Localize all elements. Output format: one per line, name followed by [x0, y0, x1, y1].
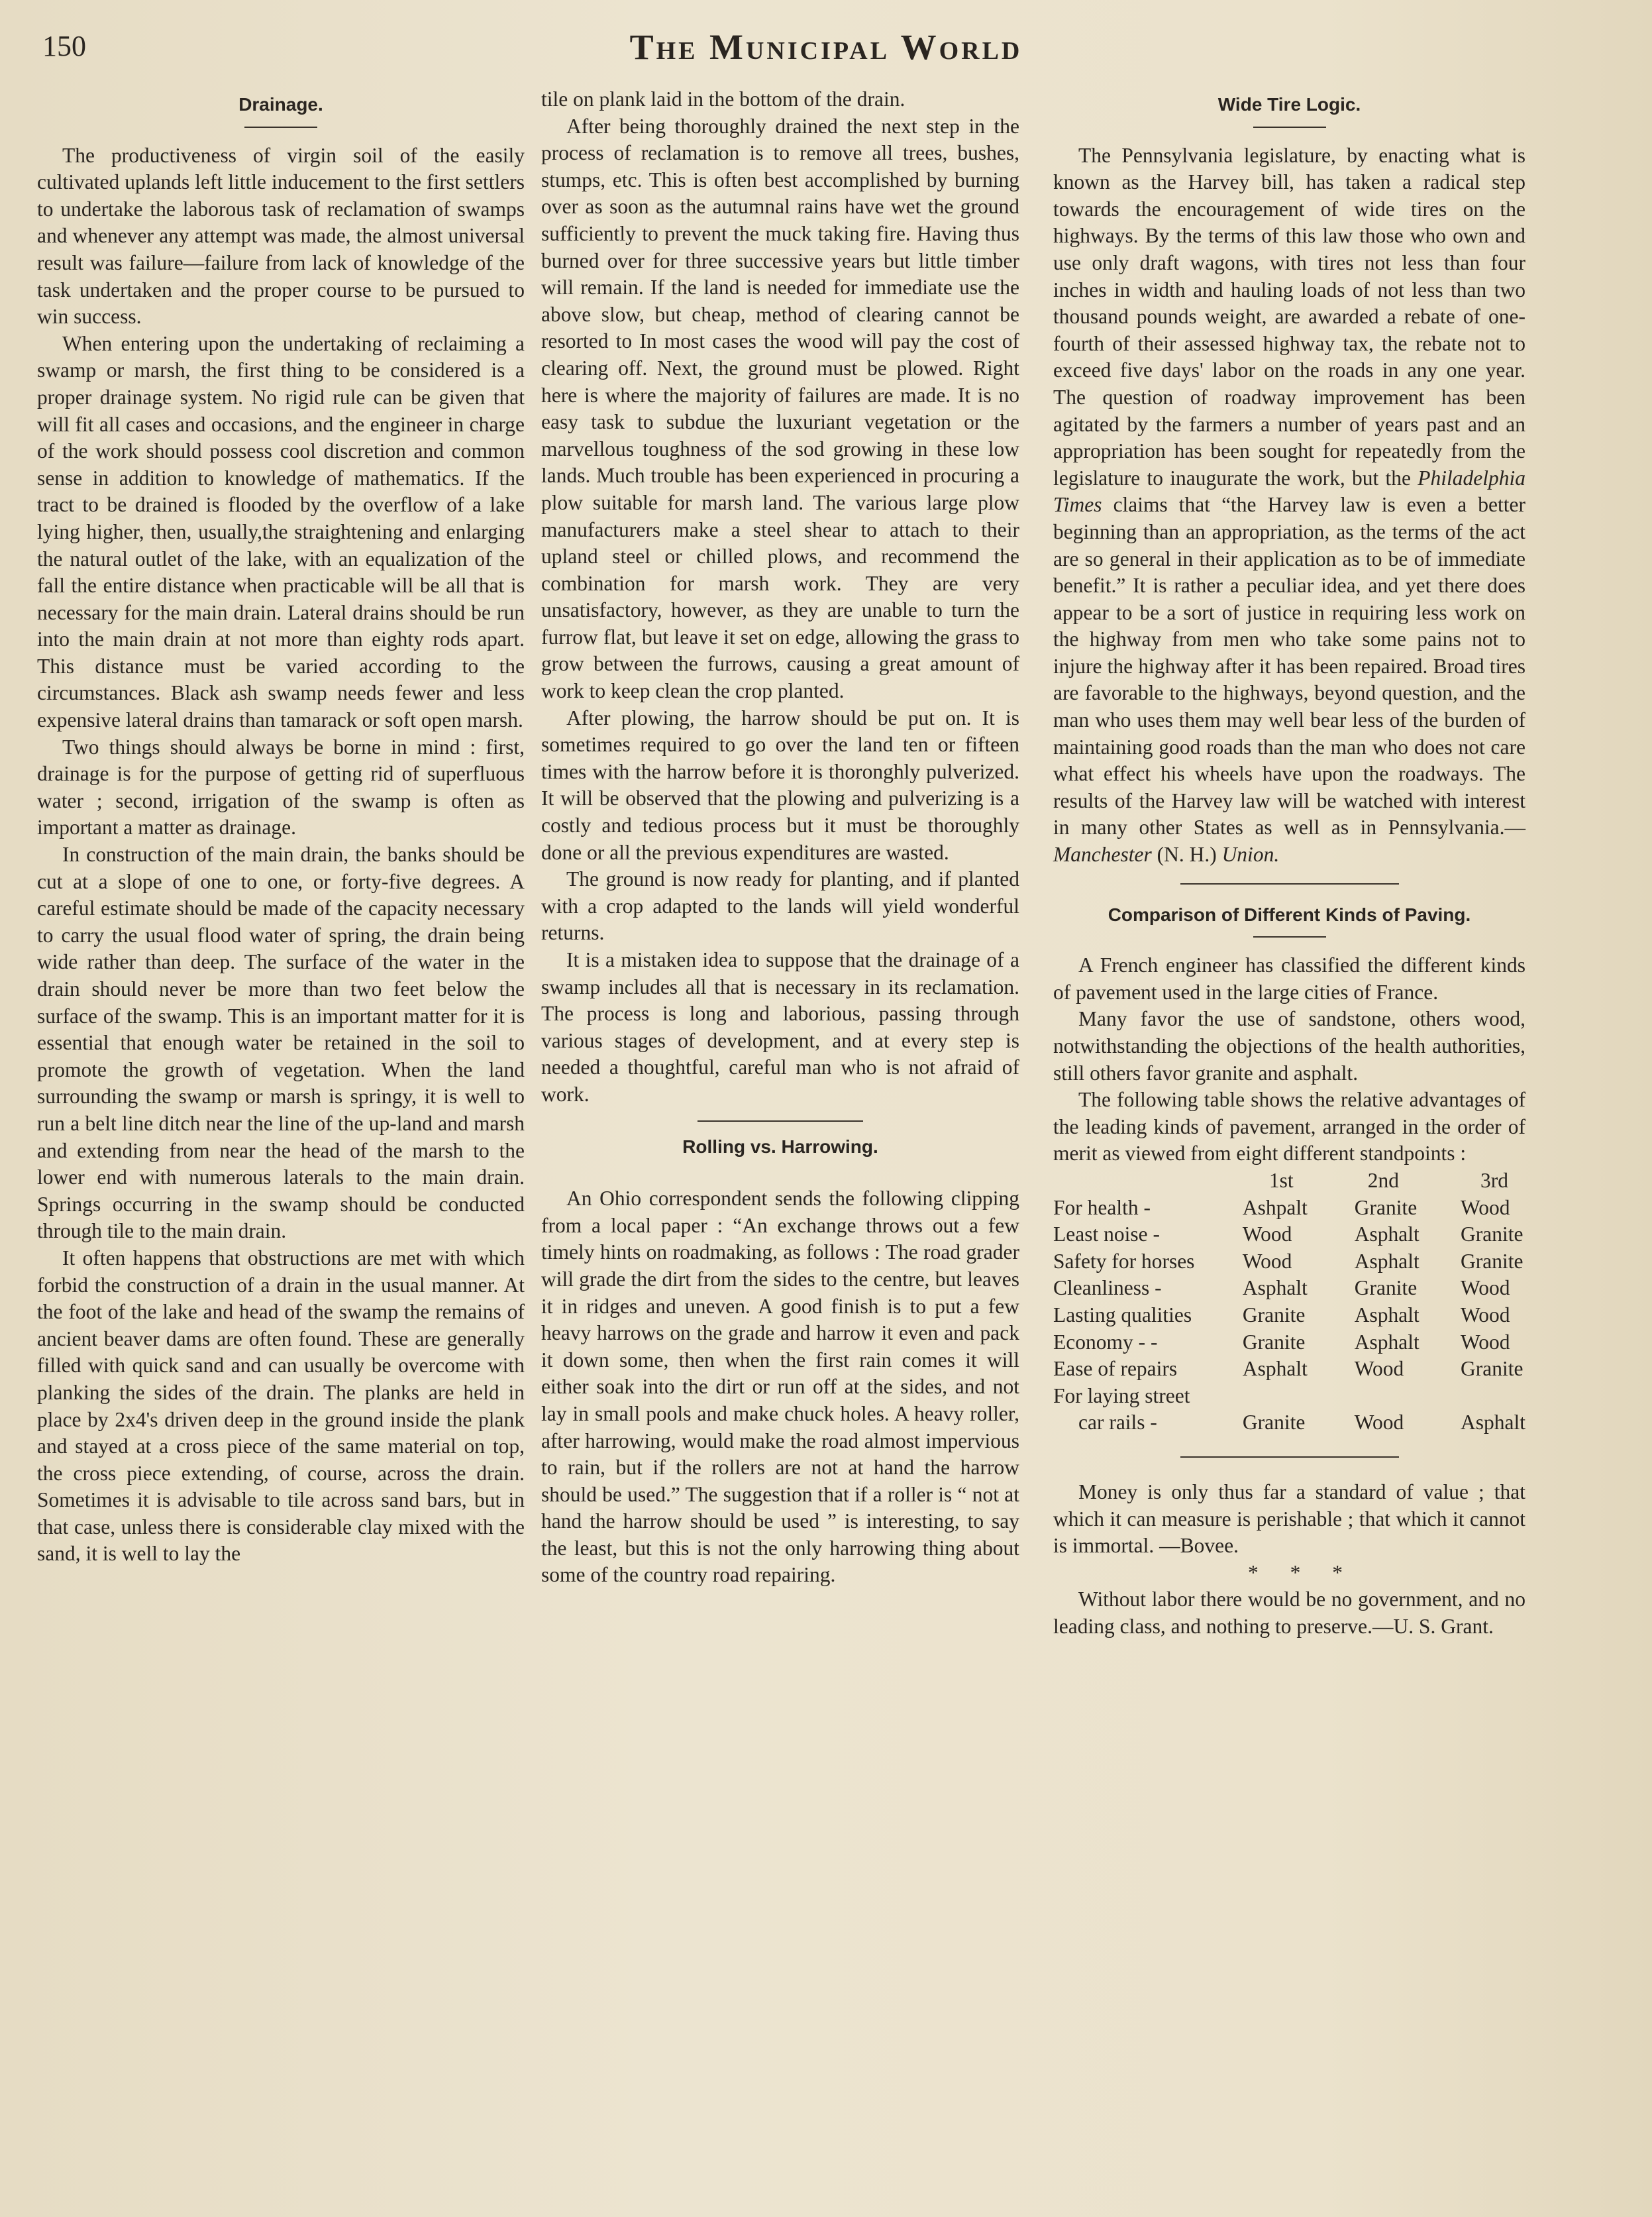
row-label: For laying street	[1053, 1383, 1190, 1407]
table-cell: Granite	[1354, 1195, 1418, 1219]
rolling-heading: Rolling vs. Harrowing.	[682, 1136, 878, 1157]
table-cell: Wood	[1461, 1195, 1510, 1219]
table-cell: Wood	[1461, 1276, 1510, 1300]
table-corner	[1053, 1167, 1243, 1195]
source-paper: Union.	[1221, 843, 1280, 867]
table-cell: Wood	[1354, 1411, 1404, 1434]
table-row	[1053, 1409, 1525, 1436]
table-row	[1053, 1356, 1525, 1383]
source-name: Manchester	[1053, 843, 1152, 867]
table-cell: Granite	[1461, 1222, 1523, 1246]
column-header: 1st	[1268, 1168, 1294, 1192]
heading-rule	[244, 127, 317, 128]
table-cell: Asphalt	[1354, 1303, 1420, 1326]
paving-paragraph: The following table shows the relative advantages of the leading kinds of pavement, arranged in the order of merit as viewed from eight different standpoints :	[1053, 1088, 1525, 1165]
table-cell: Granite	[1461, 1249, 1523, 1273]
table-cell: Granite	[1461, 1357, 1523, 1381]
drainage-paragraph: After being thoroughly drained the next step in the process of reclamation is to remove all trees, bushes, stumps, etc. This is often best accomplished by burning over as soon as the autumnal rains have wet the ground sufficiently to prevent the muck taking fire. Having thus burned over for three successive years but little timber will remain. If the land is needed for immediate use the above slow, but cheap, method of clearing cannot be resorted to In most cases the wood will pay the cost of clearing off. Next, the ground must be plowed. Right here is where the majority of failures are made. It is no easy task to subdue the luxuriant vegetation or the marvellous toughness of the sod growing in these low lands. Much trouble has been experienced in procuring a plow suitable for marsh land. The various large plow manufacturers make a steel shear to attach to their upland steel or chilled plows, and recommend the combination for marsh work. They are very unsatisfactory, however, as they are unable to turn the furrow flat, but leave it set on edge, allowing the grass to grow between the furrows, causing a great amount of work to keep clean the crop planted.	[541, 114, 1019, 703]
table-cell: Asphalt	[1354, 1249, 1420, 1273]
paving-paragraph: A French engineer has classified the different kinds of pavement used in the large cities of France.	[1053, 953, 1525, 1004]
table-cell: Wood	[1461, 1303, 1510, 1326]
source-place: (N. H.)	[1157, 843, 1217, 867]
row-label: Ease of repairs	[1053, 1357, 1178, 1381]
heading-rule	[1253, 127, 1326, 128]
table-row	[1053, 1383, 1525, 1410]
table-cell: Asphalt	[1461, 1411, 1525, 1434]
table-row	[1053, 1302, 1525, 1329]
table-row	[1053, 1248, 1525, 1275]
table-cell: Asphalt	[1242, 1276, 1308, 1300]
column-header: 3rd	[1480, 1168, 1508, 1192]
row-label: For health -	[1053, 1195, 1151, 1219]
quote-money: Money is only thus far a standard of value ; that which it can measure is perishable ; that which it cannot is immortal. —Bovee.	[1053, 1480, 1525, 1558]
paving-table	[1053, 1167, 1525, 1436]
wide-tire-text: The Pennsylvania legislature, by enacting what is known as the Harvey bill, has taken a radical step towards the encouragement of wide tires on the highways. By the terms of this law those who own and use only draft wagons, with tires not less than four inches in width and hauling loads of not less than two thousand pounds weight, are awarded a rebate of one-fourth of their assessed highway tax, the rebate not to exceed five days' labor on the roads in any one year. The question of roadway improvement has been agitated by the farmers a number of years past and an appropriation has been sought for repeatedly from the legislature to inaugurate the work, but the	[1053, 143, 1525, 490]
column-middle	[541, 86, 1019, 1589]
table-row	[1053, 1329, 1525, 1356]
page-number: 150	[42, 30, 86, 62]
table-row	[1053, 1275, 1525, 1302]
row-label: Lasting qualities	[1053, 1303, 1192, 1326]
heading-rule	[1253, 936, 1326, 938]
drainage-paragraph: The productiveness of virgin soil of the easily cultivated uplands left little inducement to the first settlers to undertake the laborous task of reclamation of swamps and whenever any attempt was made, the almost universal result was failure—failure from lack of knowledge of the task undertaken and the proper course to be pursued to win success.	[37, 143, 525, 329]
row-label: Least noise -	[1053, 1222, 1160, 1246]
spacer	[541, 1168, 1019, 1185]
table-cell: Asphalt	[1354, 1222, 1420, 1246]
column-left	[37, 86, 525, 1568]
row-label: Safety for horses	[1053, 1249, 1195, 1273]
table-cell: Granite	[1242, 1411, 1306, 1434]
row-label: car rails -	[1078, 1411, 1157, 1434]
table-cell: Granite	[1242, 1303, 1306, 1326]
table-cell: Wood	[1242, 1249, 1292, 1273]
rolling-paragraph: An Ohio correspondent sends the following clipping from a local paper : “An exchange throws out a few timely hints on roadmaking, as follows : The road grader will grade the dirt from the sides to the centre, but leaves it in ridges and uneven. A good finish is to put a few heavy harrows on the grade and harrow it even and pack it down some, then when the first rain comes it will either soak into the dirt or run off at the sides, and not lay in small pools and make chuck holes. A heavy roller, after harrowing, would make the road almost impervious to rain, but if the rollers are not at hand the harrow should be used.” The suggestion that if a roller is “ not at hand the harrow should be used ” is interesting, to say the least, but this is not the only harrowing thing about some of the country road repairing.	[541, 1187, 1019, 1587]
paving-paragraph: Many favor the use of sandstone, others wood, notwithstanding the objections of the health authorities, still others favor granite and asphalt.	[1053, 1007, 1525, 1085]
drainage-paragraph: In construction of the main drain, the banks should be cut at a slope of one to one, or forty-five degrees. A careful estimate should be made of the capacity necessary to carry the usual flood water of spring, the drain being wide rather than deep. The surface of the water in the drain should never be more than two feet below the surface of the swamp. This is an important matter for it is essential that enough water be retained in the soil to promote the growth of vegetation. When the land surrounding the swamp or marsh is springy, it is well to run a belt line ditch near the line of the up-land and marsh and extending from near the head of the marsh to the lower end with numerous laterals to the main drain. Springs occurring in the swamp should be conducted through tile to the main drain.	[37, 843, 525, 1243]
drainage-paragraph: It often happens that obstructions are met with which forbid the construction of a drain in the usual manner. At the foot of the lake and head of the swamp the remains of ancient beaver dams are often found. These are generally filled with quick sand and can usually be overcome with planking the sides of the drain. The planks are held in place by 2x4's driven deep in the ground inside the plank and stayed at a cross piece of the same material on top, the cross piece extending, of course, across the drain. Sometimes it is advisable to tile across sand bars, but in that case, unless there is considerable clay mixed with the sand, it is well to lay the	[37, 1246, 525, 1566]
drainage-paragraph: The ground is now ready for planting, and if planted with a crop adapted to the lands will yield wonderful returns.	[541, 867, 1019, 945]
paving-heading: Comparison of Different Kinds of Paving.	[1108, 904, 1471, 925]
table-cell: Wood	[1461, 1330, 1510, 1354]
section-rule	[1180, 1456, 1399, 1458]
journal-name: Philadelphia Times	[1053, 466, 1526, 517]
table-cell: Asphalt	[1242, 1357, 1308, 1381]
table-cell: Asphalt	[1354, 1330, 1420, 1354]
table-row	[1053, 1195, 1525, 1222]
drainage-paragraph: Two things should always be borne in mind : first, drainage is for the purpose of getting rid of superfluous water ; second, irrigation of the swamp is often as important a matter as drainage.	[37, 735, 525, 839]
table-cell: Wood	[1354, 1357, 1404, 1381]
section-rule	[1180, 883, 1399, 885]
row-label: Cleanliness -	[1053, 1276, 1162, 1300]
table-cell: Wood	[1242, 1222, 1292, 1246]
section-rule	[697, 1120, 863, 1122]
drainage-paragraph: It is a mistaken idea to suppose that the drainage of a swamp includes all that is necessary in its reclamation. The process is long and laborious, passing through various stages of development, and at every step is needed a thoughtful, careful man who is not afraid of work.	[541, 948, 1019, 1106]
wide-tire-paragraph	[1053, 142, 1525, 869]
wide-tire-heading: Wide Tire Logic.	[1217, 94, 1361, 115]
wide-tire-text: claims that “the Harvey law is even a better beginning than an appropriation, as the terms of the act are so general in their application as to be of immediate benefit.” It is rather a peculiar idea, and yet there does appear to be a sort of justice in requiring less work on the highway from men who take some pains not to injure the highway after it has been repaired. Broad tires are favorable to the highways, beyond question, and the man who uses them may well bear less of the burden of maintaining good roads than the man who does not care what effect his wheels have upon the roadways. The results of the Harvey law will be watched with interest in many other States as well as in Pennsylvania.—	[1053, 493, 1525, 839]
row-label: Economy - -	[1053, 1330, 1158, 1354]
drainage-heading: Drainage.	[238, 94, 323, 115]
table-cell: Ashpalt	[1242, 1195, 1308, 1219]
drainage-paragraph: When entering upon the undertaking of reclaiming a swamp or marsh, the first thing to be considered is a proper drainage system. No rigid rule can be given that will fit all cases and occasions, and the engineer in charge of the work should possess cool discretion and common sense in addition to knowledge of mathematics. If the tract to be drained is flooded by the overflow of a lake lying higher, then, usually,the straightening and enlarging the natural outlet of the lake, with an equalization of the fall the entire distance when practicable will be all that is necessary for the main drain. Lateral drains should be run into the main drain at not more than eighty rods apart. This distance must be varied according to the circumstances. Black ash swamp needs fewer and less expensive lateral drains than tamarack or soft open marsh.	[37, 331, 525, 732]
table-cell: Granite	[1242, 1330, 1306, 1354]
table-cell: Granite	[1354, 1276, 1418, 1300]
masthead-title: The Municipal World	[629, 27, 1023, 67]
quote-labor: Without labor there would be no government, and no leading class, and nothing to preserve.—U. S. Grant.	[1053, 1588, 1525, 1638]
column-right	[1053, 86, 1525, 1640]
stars-divider: * * *	[1248, 1560, 1356, 1584]
table-row	[1053, 1221, 1525, 1248]
drainage-paragraph: tile on plank laid in the bottom of the drain.	[541, 87, 905, 111]
drainage-paragraph: After plowing, the harrow should be put on. It is sometimes required to go over the land ten or fifteen times with the harrow before it is thoronghly pulverized. It will be observed that the plowing and pulverizing is a costly and tedious process but it must be thoroughly done or all the previous expenditures are wasted.	[541, 706, 1019, 864]
column-header: 2nd	[1367, 1168, 1399, 1192]
table-header-row	[1053, 1167, 1525, 1195]
